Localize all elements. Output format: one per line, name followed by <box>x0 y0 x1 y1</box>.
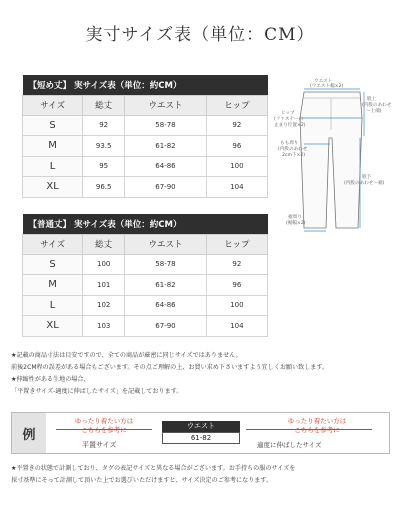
hip-cell: 104 <box>206 316 267 337</box>
size-cell: XL <box>23 316 83 337</box>
rise-note: (内股のあわせ <box>362 103 392 108</box>
column-header: ヒップ <box>206 95 267 115</box>
hip-label: ヒップ <box>281 111 295 116</box>
example-box <box>11 412 390 454</box>
column-header: 総丈 <box>83 234 125 254</box>
size-table-short <box>22 75 268 198</box>
example-flat-size: 平置サイズ <box>82 441 117 449</box>
rise-label: 股上 <box>367 97 377 102</box>
note-line: 前後2CM程の誤差がある場合もございます。その点ご理解の上、お買い求め下さいますよう宜しくお願い致します。 <box>11 364 329 371</box>
table-heading: 【短め丈】 実サイズ表（単位：約CM） <box>23 75 268 95</box>
example-red-text: ゆったり着たい方は <box>74 417 134 425</box>
example-right <box>262 417 372 435</box>
column-header: 総丈 <box>83 95 125 115</box>
table-row <box>23 136 268 157</box>
inseam-note: (内股のあわせ〜裾) <box>344 181 385 186</box>
length-cell: 103 <box>83 316 125 337</box>
hem-note: (裾幅×2) <box>286 221 306 226</box>
waist-note: (ウエスト幅×2) <box>310 84 344 89</box>
table-row <box>23 254 268 275</box>
footnote-line: ★平置きの状態で計測しており、タグの表記サイズと異なる場合がございます。お手持ちの服のサイズを <box>11 465 296 472</box>
pants-measurement-diagram <box>274 78 392 242</box>
waist-cell: 67-90 <box>125 177 207 198</box>
table-row <box>23 275 268 296</box>
thigh-note: (内股のあわせ <box>278 147 308 152</box>
length-cell: 93.5 <box>83 136 125 157</box>
example-waist <box>162 421 240 444</box>
waist-cell: 58-78 <box>125 115 207 136</box>
example-stretch-size: 適度に伸ばしたサイズ <box>257 441 322 449</box>
example-red-text: こちらを参考に <box>294 426 340 434</box>
hip-cell: 92 <box>206 115 267 136</box>
rise-note: 〜上端) <box>366 109 382 114</box>
page-title: 実寸サイズ表（単位：CM） <box>85 25 315 45</box>
table-row <box>23 156 268 177</box>
example-underline <box>56 429 152 430</box>
size-cell: S <box>23 115 83 136</box>
example-red-text: ゆったり着たい方は <box>287 417 347 425</box>
table-row <box>23 316 268 337</box>
footnote <box>11 463 391 487</box>
length-cell: 101 <box>83 275 125 296</box>
size-cell: M <box>23 136 83 157</box>
thigh-label: もも周り <box>280 141 299 146</box>
column-header: ヒップ <box>206 234 267 254</box>
length-cell: 92 <box>83 115 125 136</box>
hip-cell: 104 <box>206 177 267 198</box>
table-row <box>23 295 268 316</box>
size-cell: S <box>23 254 83 275</box>
size-cell: L <box>23 156 83 177</box>
length-cell: 100 <box>83 254 125 275</box>
hip-cell: 100 <box>206 295 267 316</box>
waist-cell: 64-86 <box>125 156 207 177</box>
note-line: 「平置きサイズ-適度に伸ばしたサイズ」を記載しております。 <box>11 388 183 395</box>
hip-note: 止まり位置×2) <box>274 123 306 128</box>
length-cell: 96.5 <box>83 177 125 198</box>
length-cell: 102 <box>83 295 125 316</box>
size-cell: M <box>23 275 83 296</box>
table-row <box>23 177 268 198</box>
inseam-label: 股下 <box>362 175 372 180</box>
waist-cell: 61-82 <box>125 275 207 296</box>
table-heading: 【普通丈】 実サイズ表（単位：約CM） <box>23 214 268 234</box>
waist-cell: 64-86 <box>125 295 207 316</box>
note-line: ★記載の商品寸法は目安ですので、全ての商品が厳密に同じサイズではありません。 <box>11 352 242 359</box>
table-row <box>23 115 268 136</box>
hip-cell: 100 <box>206 156 267 177</box>
example-waist-header: ウエスト <box>162 421 240 432</box>
hip-note: (ファスナーの <box>274 117 304 122</box>
hip-cell: 96 <box>206 136 267 157</box>
note-line: ★伸縮性がある生地の場合、 <box>11 376 90 383</box>
thigh-note: 2cm下×2) <box>282 153 306 158</box>
waist-cell: 67-90 <box>125 316 207 337</box>
column-header: サイズ <box>23 234 83 254</box>
hip-cell: 92 <box>206 254 267 275</box>
waist-cell: 58-78 <box>125 254 207 275</box>
length-cell: 95 <box>83 156 125 177</box>
waist-cell: 61-82 <box>125 136 207 157</box>
size-table-regular <box>22 214 268 337</box>
example-red-text: こちらを参考に <box>81 426 127 434</box>
column-header: サイズ <box>23 95 83 115</box>
notes <box>11 350 391 398</box>
example-waist-value: 61-82 <box>162 432 240 444</box>
hem-label: 裾周り <box>288 215 302 220</box>
column-header: ウエスト <box>125 95 207 115</box>
example-underline <box>246 429 372 430</box>
size-cell: L <box>23 295 83 316</box>
example-label: 例 <box>12 413 46 453</box>
column-header: ウエスト <box>125 234 207 254</box>
hip-cell: 96 <box>206 275 267 296</box>
waist-label: ウエスト <box>314 79 333 84</box>
example-left <box>56 417 152 435</box>
footnote-line: 採寸基準にそって計測して頂いた上でお選びいただけますと、サイズ決定のご参考になります。 <box>11 477 273 484</box>
size-cell: XL <box>23 177 83 198</box>
